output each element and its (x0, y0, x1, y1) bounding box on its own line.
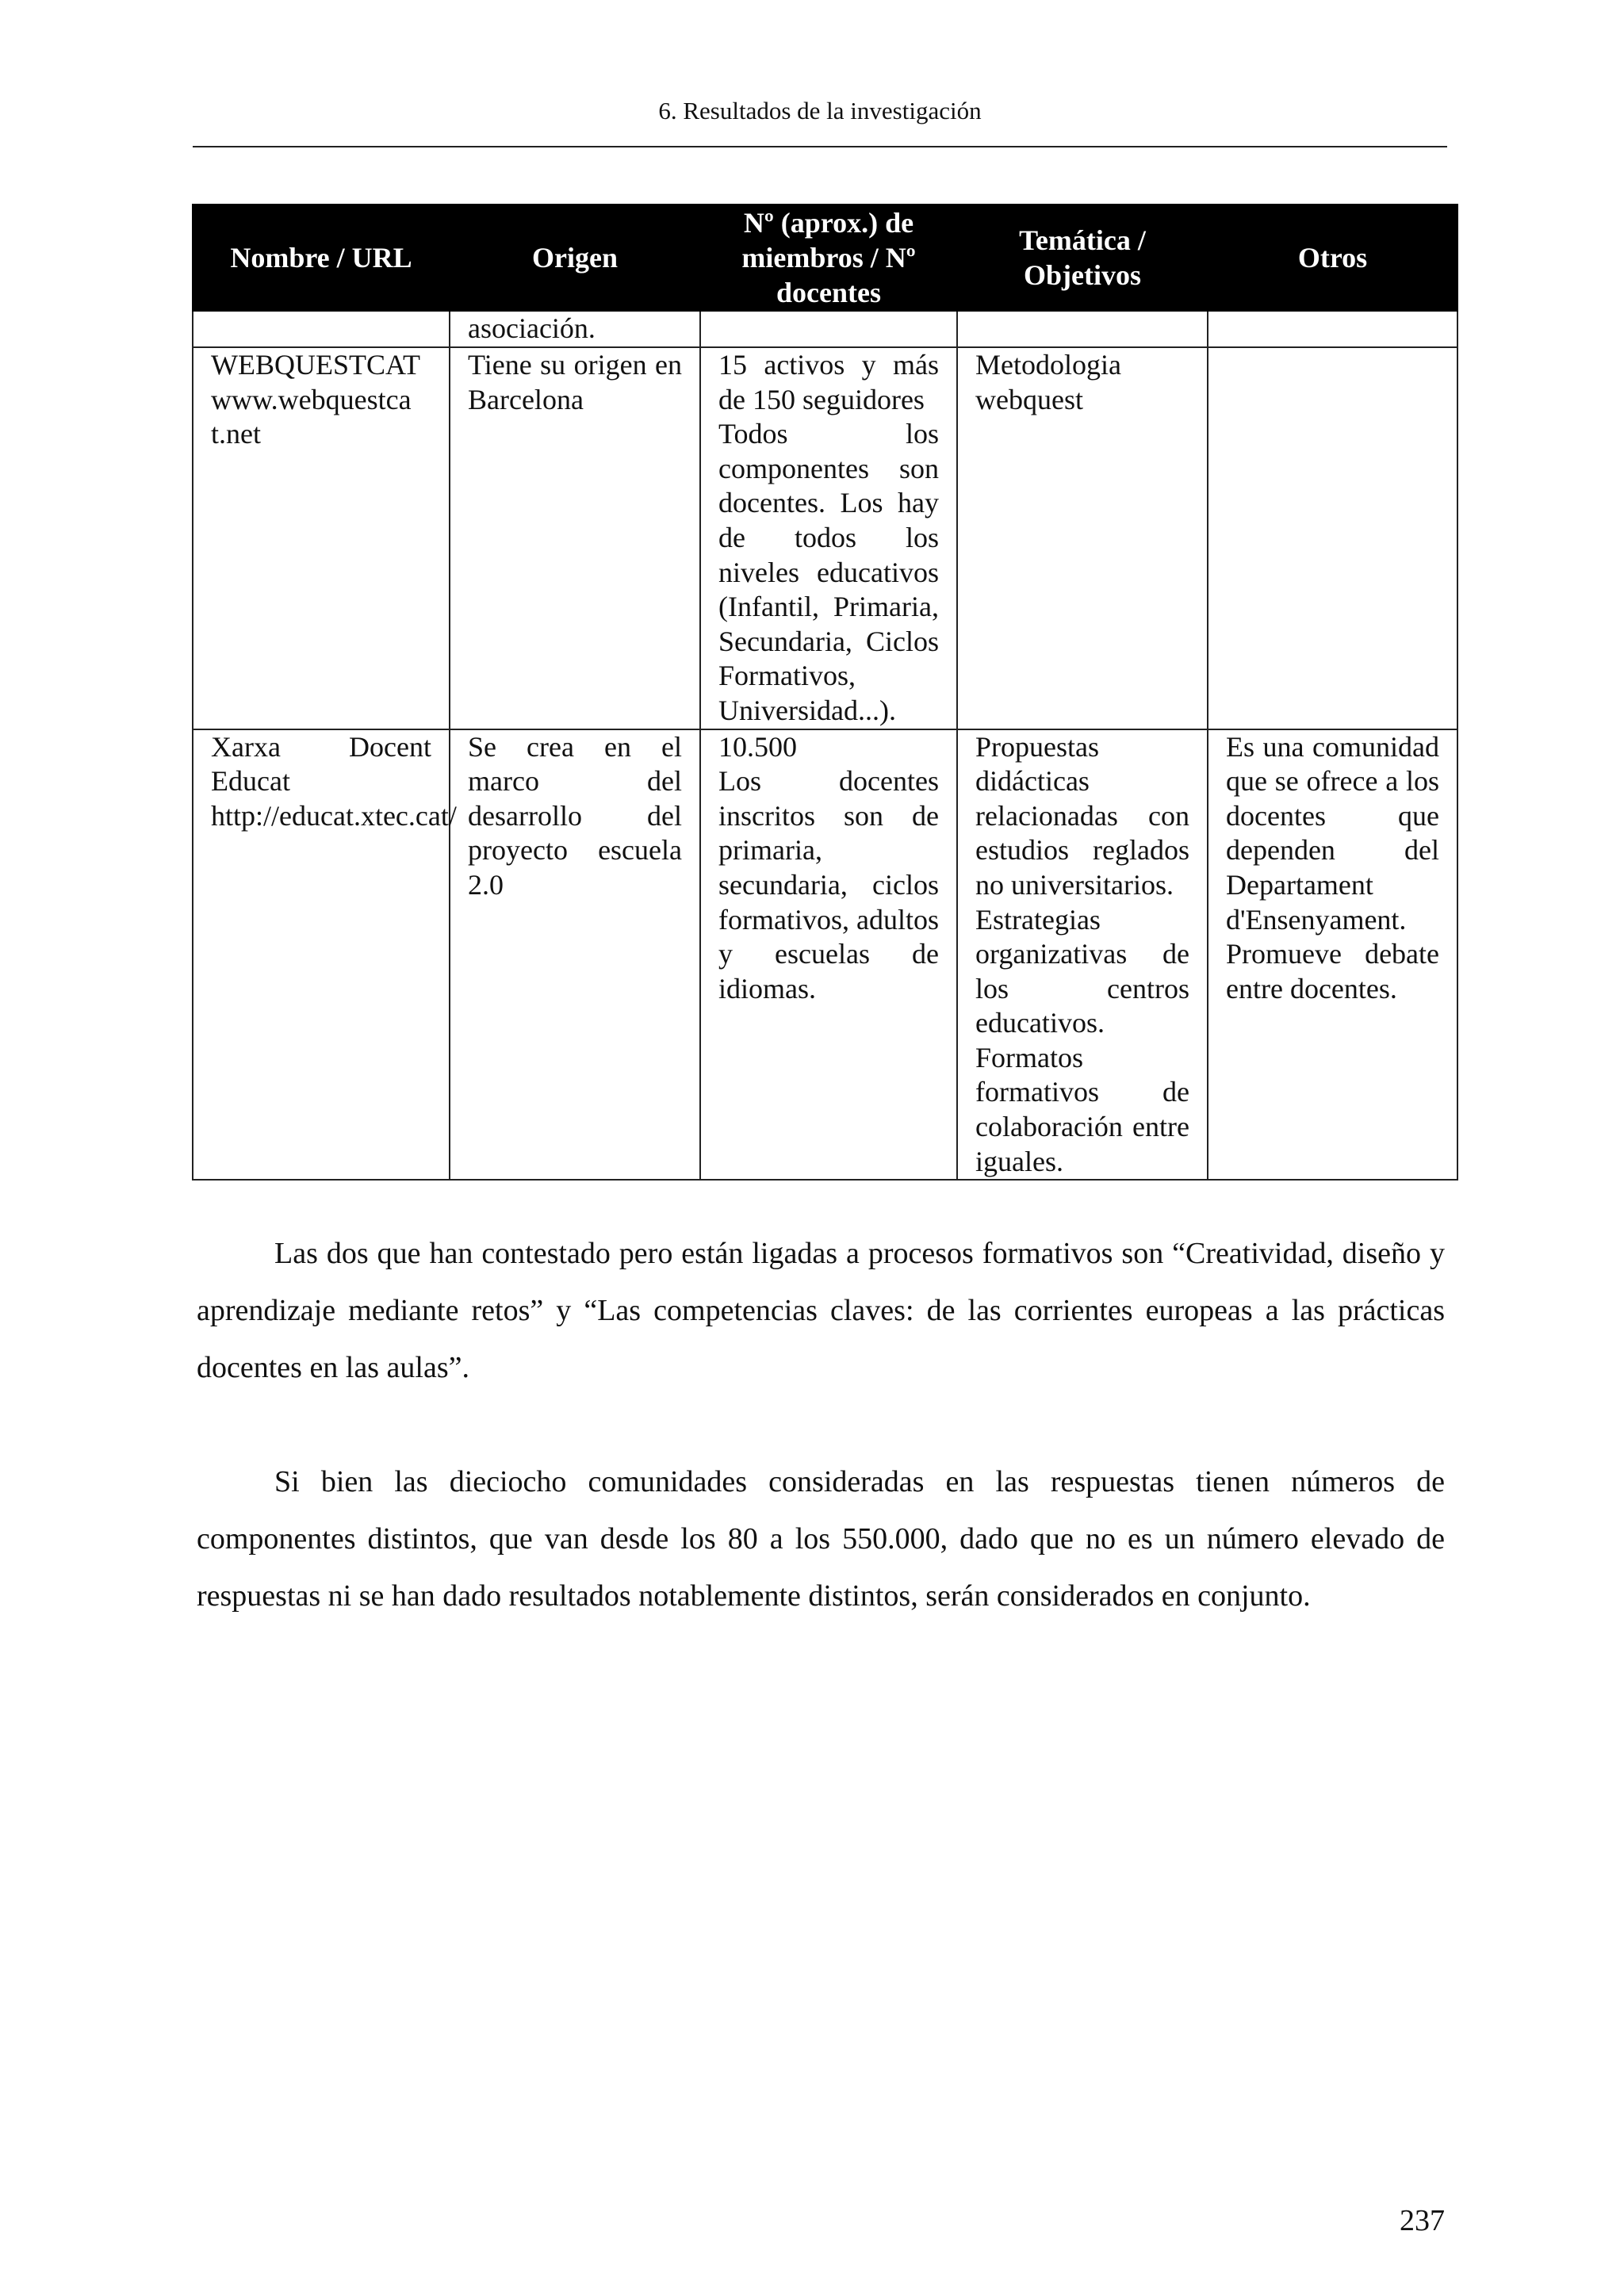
page-number: 237 (1400, 2204, 1445, 2237)
cell-tematica (957, 729, 1208, 1181)
column-header-miembros: Nº (aprox.) de miembros / Nº docentes (700, 205, 957, 311)
running-header: 6. Resultados de la investigación (658, 97, 982, 124)
column-header-tematica: Temática / Objetivos (957, 205, 1208, 311)
cell-text: Xarxa Docent Educat http://educat.xtec.cat/ (211, 730, 457, 832)
cell-text: www.webquestca (211, 383, 412, 415)
header-rule (193, 146, 1447, 147)
cell-nombre (193, 347, 450, 729)
cell-text: Propuestas didácticas relacionadas con estudios reglados no universitarios. (975, 730, 1189, 901)
cell-text: 10.500 (718, 730, 797, 763)
cell-text: Se crea en el marco del desarrollo del proyecto escuela 2.0 (468, 730, 682, 901)
cell-miembros (700, 347, 957, 729)
cell-origen (450, 311, 700, 347)
cell-origen (450, 729, 700, 1181)
cell-text: Todos los componentes son docentes. Los hay de todos los niveles educativos (Infantil, Primaria, Secundaria, Ciclos Formativos, Universidad...). (718, 418, 939, 726)
cell-tematica (957, 347, 1208, 729)
cell-text: WEBQUESTCAT (211, 349, 420, 381)
cell-text: Es una comunidad que se ofrece a los docentes que dependen del Departament d'Ensenyament. (1226, 730, 1439, 936)
body-paragraph (197, 1225, 1445, 1396)
cell-otros (1208, 311, 1457, 347)
cell-otros (1208, 729, 1457, 1181)
cell-text: Metodologia webquest (975, 349, 1121, 415)
table-row (193, 311, 1457, 347)
cell-text: Los docentes inscritos son de primaria, secundaria, ciclos formativos, adultos y escuelas de idiomas. (718, 765, 939, 1004)
cell-text: t.net (211, 418, 261, 450)
cell-text: Estrategias organizativas de los centros educativos. Formatos formativos de colaboración entre iguales. (975, 903, 1189, 1177)
column-header-otros: Otros (1208, 205, 1457, 311)
cell-nombre (193, 311, 450, 347)
cell-tematica (957, 311, 1208, 347)
table-row (193, 347, 1457, 729)
cell-text: Tiene su origen en Barcelona (468, 349, 682, 415)
column-header-origen: Origen (450, 205, 700, 311)
table-row (193, 729, 1457, 1181)
table-header-row (193, 205, 1457, 311)
paragraph-text: Si bien las dieciocho comunidades consideradas en las respuestas tienen números de componentes distintos, que van desde los 80 a los 550.000, dado que no es un número elevado de respuestas ni se han dado resultados notablemente distintos, serán considerados en conjunto. (197, 1465, 1445, 1613)
cell-miembros (700, 311, 957, 347)
cell-otros (1208, 347, 1457, 729)
cell-origen (450, 347, 700, 729)
cell-nombre (193, 729, 457, 1181)
cell-text: asociación. (468, 312, 596, 344)
body-paragraph (197, 1453, 1445, 1624)
cell-text: Promueve debate entre docentes. (1226, 938, 1439, 1004)
cell-text: 15 activos y más de 150 seguidores (718, 349, 939, 415)
communities-table (192, 204, 1458, 1181)
paragraph-text: Las dos que han contestado pero están ligadas a procesos formativos son “Creatividad, diseño y aprendizaje mediante retos” y “Las competencias claves: de las corrientes europeas a las prácticas docentes en las aulas”. (197, 1237, 1445, 1384)
cell-miembros (700, 729, 957, 1181)
column-header-nombre: Nombre / URL (193, 205, 450, 311)
